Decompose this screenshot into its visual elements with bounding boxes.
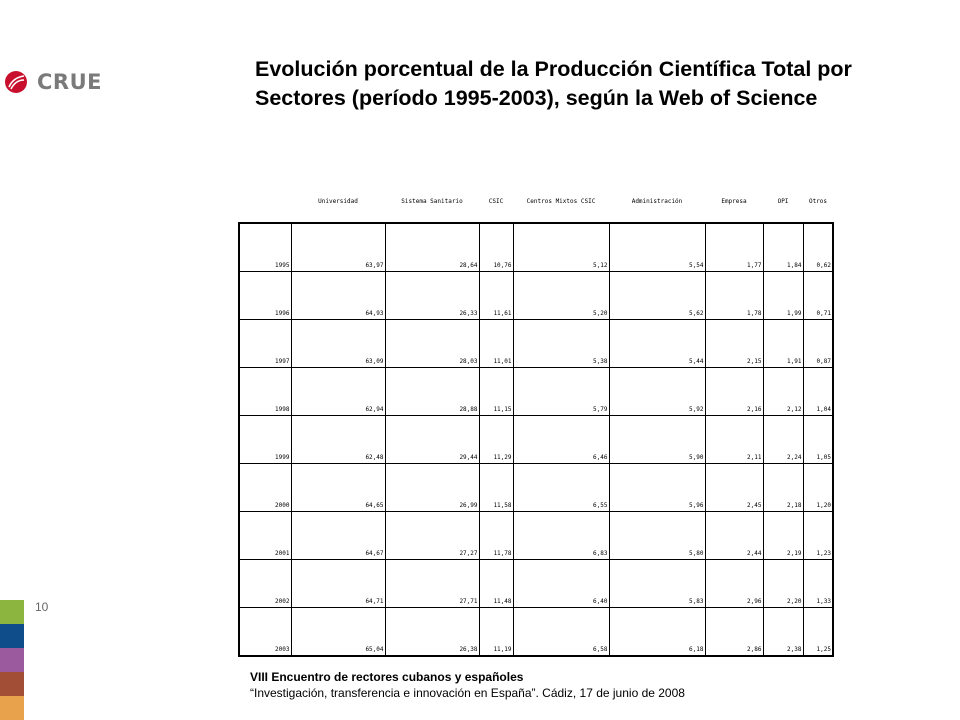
value-cell: 1,23 bbox=[803, 512, 833, 560]
value-cell: 1,91 bbox=[763, 320, 803, 368]
crue-logo-icon bbox=[4, 70, 28, 94]
table-row bbox=[239, 560, 833, 608]
year-cell: 2001 bbox=[239, 512, 291, 560]
table-row bbox=[239, 464, 833, 512]
value-cell: 2,24 bbox=[763, 416, 803, 464]
column-header: Administración bbox=[631, 197, 683, 205]
value-cell: 63,09 bbox=[291, 320, 385, 368]
value-cell: 6,58 bbox=[513, 608, 609, 657]
value-cell: 5,79 bbox=[513, 368, 609, 416]
value-cell: 64,93 bbox=[291, 272, 385, 320]
year-cell: 1995 bbox=[239, 223, 291, 272]
value-cell: 5,12 bbox=[513, 223, 609, 272]
value-cell: 6,83 bbox=[513, 512, 609, 560]
value-cell: 64,71 bbox=[291, 560, 385, 608]
value-cell: 1,33 bbox=[803, 560, 833, 608]
table-row bbox=[239, 223, 833, 272]
crue-logo bbox=[4, 70, 102, 94]
value-cell: 2,18 bbox=[763, 464, 803, 512]
data-table-container bbox=[238, 180, 834, 657]
year-cell: 2000 bbox=[239, 464, 291, 512]
stripe-purple bbox=[0, 648, 24, 672]
column-header: Universidad bbox=[318, 197, 358, 205]
footer-event: VIII Encuentro de rectores cubanos y españoles bbox=[250, 670, 524, 684]
year-cell: 1997 bbox=[239, 320, 291, 368]
value-cell: 5,54 bbox=[609, 223, 705, 272]
footer bbox=[250, 669, 685, 701]
year-cell: 2002 bbox=[239, 560, 291, 608]
value-cell: 0,62 bbox=[803, 223, 833, 272]
value-cell: 2,16 bbox=[705, 368, 763, 416]
value-cell: 1,99 bbox=[763, 272, 803, 320]
stripe-blue bbox=[0, 624, 24, 648]
table-row bbox=[239, 416, 833, 464]
value-cell: 2,44 bbox=[705, 512, 763, 560]
value-cell: 10,76 bbox=[479, 223, 513, 272]
table-row bbox=[239, 368, 833, 416]
stripe-orange bbox=[0, 696, 24, 720]
value-cell: 5,92 bbox=[609, 368, 705, 416]
value-cell: 6,46 bbox=[513, 416, 609, 464]
value-cell: 11,61 bbox=[479, 272, 513, 320]
value-cell: 26,33 bbox=[385, 272, 479, 320]
value-cell: 1,04 bbox=[803, 368, 833, 416]
data-table bbox=[238, 180, 834, 657]
value-cell: 11,78 bbox=[479, 512, 513, 560]
value-cell: 11,15 bbox=[479, 368, 513, 416]
year-cell: 1998 bbox=[239, 368, 291, 416]
value-cell: 64,65 bbox=[291, 464, 385, 512]
value-cell: 5,20 bbox=[513, 272, 609, 320]
value-cell: 63,97 bbox=[291, 223, 385, 272]
column-header: CSIC bbox=[488, 197, 504, 205]
table-row bbox=[239, 608, 833, 657]
value-cell: 6,55 bbox=[513, 464, 609, 512]
value-cell: 62,94 bbox=[291, 368, 385, 416]
table-header bbox=[239, 180, 833, 223]
column-header: Centros Mixtos CSIC bbox=[526, 197, 596, 205]
value-cell: 2,38 bbox=[763, 608, 803, 657]
brand-name: CRUE bbox=[37, 70, 102, 94]
value-cell: 11,58 bbox=[479, 464, 513, 512]
value-cell: 11,48 bbox=[479, 560, 513, 608]
value-cell: 65,04 bbox=[291, 608, 385, 657]
value-cell: 5,83 bbox=[609, 560, 705, 608]
value-cell: 28,64 bbox=[385, 223, 479, 272]
table-row bbox=[239, 320, 833, 368]
value-cell: 1,25 bbox=[803, 608, 833, 657]
column-header: Otros bbox=[808, 197, 828, 205]
value-cell: 2,86 bbox=[705, 608, 763, 657]
year-cell: 1999 bbox=[239, 416, 291, 464]
value-cell: 2,20 bbox=[763, 560, 803, 608]
footer-subtitle: “Investigación, transferencia e innovación en España”. Cádiz, 17 de junio de 2008 bbox=[250, 686, 685, 700]
value-cell: 2,15 bbox=[705, 320, 763, 368]
value-cell: 6,40 bbox=[513, 560, 609, 608]
value-cell: 1,20 bbox=[803, 464, 833, 512]
value-cell: 28,03 bbox=[385, 320, 479, 368]
table-row bbox=[239, 272, 833, 320]
value-cell: 5,96 bbox=[609, 464, 705, 512]
value-cell: 0,71 bbox=[803, 272, 833, 320]
value-cell: 5,62 bbox=[609, 272, 705, 320]
value-cell: 1,05 bbox=[803, 416, 833, 464]
table-body bbox=[239, 223, 833, 656]
value-cell: 1,77 bbox=[705, 223, 763, 272]
value-cell: 5,38 bbox=[513, 320, 609, 368]
value-cell: 6,18 bbox=[609, 608, 705, 657]
value-cell: 27,27 bbox=[385, 512, 479, 560]
value-cell: 2,11 bbox=[705, 416, 763, 464]
color-stripes bbox=[0, 600, 24, 720]
value-cell: 26,38 bbox=[385, 608, 479, 657]
value-cell: 5,44 bbox=[609, 320, 705, 368]
value-cell: 2,19 bbox=[763, 512, 803, 560]
value-cell: 5,80 bbox=[609, 512, 705, 560]
value-cell: 2,12 bbox=[763, 368, 803, 416]
page-title: Evolución porcentual de la Producción Científica Total por Sectores (período 1995-2003), según la Web of Science bbox=[255, 57, 852, 110]
year-cell: 2003 bbox=[239, 608, 291, 657]
value-cell: 28,88 bbox=[385, 368, 479, 416]
value-cell: 26,99 bbox=[385, 464, 479, 512]
year-cell: 1996 bbox=[239, 272, 291, 320]
column-header: OPI bbox=[777, 197, 789, 205]
stripe-brown bbox=[0, 672, 24, 696]
page-number: 10 bbox=[35, 600, 49, 614]
column-header: Empresa bbox=[721, 197, 747, 205]
value-cell: 0,87 bbox=[803, 320, 833, 368]
year-header bbox=[239, 180, 291, 223]
value-cell: 11,29 bbox=[479, 416, 513, 464]
value-cell: 2,45 bbox=[705, 464, 763, 512]
value-cell: 11,01 bbox=[479, 320, 513, 368]
value-cell: 64,67 bbox=[291, 512, 385, 560]
value-cell: 2,96 bbox=[705, 560, 763, 608]
value-cell: 11,19 bbox=[479, 608, 513, 657]
value-cell: 1,78 bbox=[705, 272, 763, 320]
table-header-row bbox=[239, 180, 833, 223]
table-row bbox=[239, 512, 833, 560]
value-cell: 62,48 bbox=[291, 416, 385, 464]
value-cell: 5,90 bbox=[609, 416, 705, 464]
value-cell: 29,44 bbox=[385, 416, 479, 464]
value-cell: 1,84 bbox=[763, 223, 803, 272]
value-cell: 27,71 bbox=[385, 560, 479, 608]
column-header: Sistema Sanitario bbox=[401, 197, 463, 205]
stripe-green bbox=[0, 600, 24, 624]
